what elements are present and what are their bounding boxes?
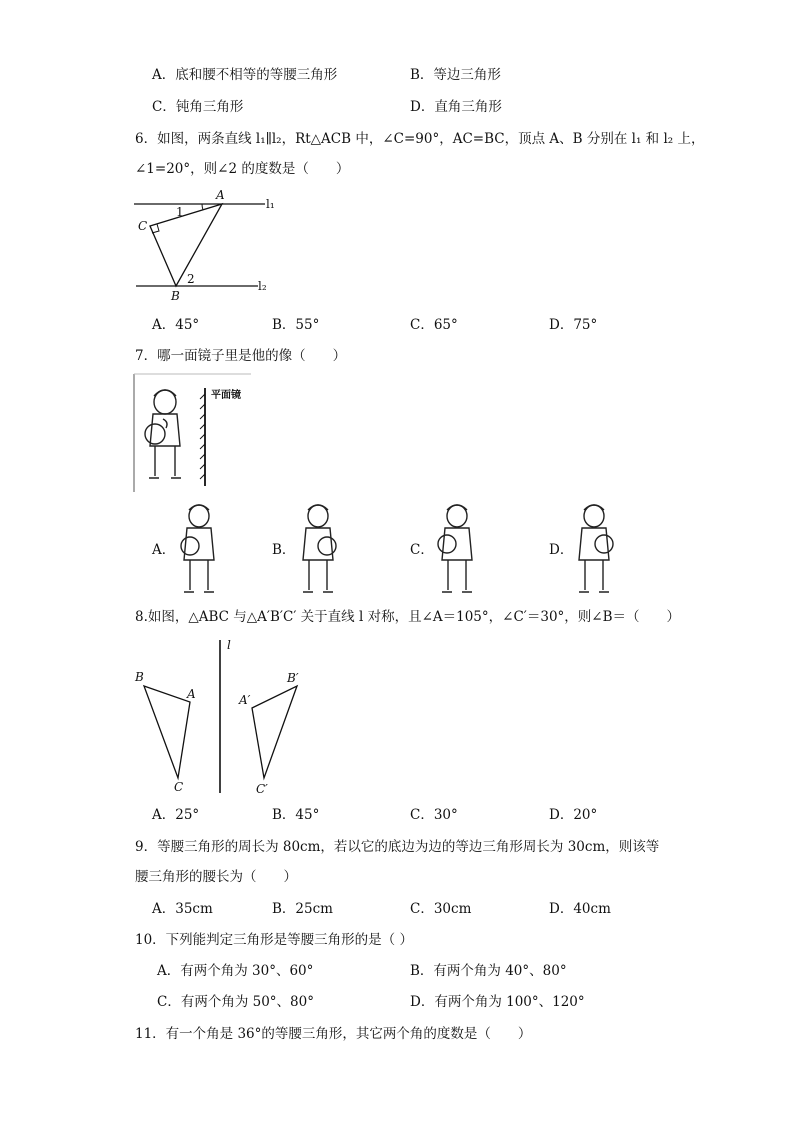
q6-stem-line1: 6．如图，两条直线 l₁∥l₂，Rt△ACB 中，∠C=90°，AC=BC，顶点 A、B 分别在 l₁ 和 l₂ 上， (135, 131, 705, 147)
q10-stem: 10．下列能判定三角形是等腰三角形的是（ ） (135, 932, 413, 948)
q7-option-c-figure (433, 498, 481, 598)
q8-stem: 8.如图，△ABC 与△A′B′C′ 关于直线 l 对称，且∠A＝105°，∠C′＝30°，则∠B＝（ ） (135, 609, 681, 625)
q10-option-b: B．有两个角为 40°、80° (410, 963, 567, 979)
q6-stem-line2: ∠1=20°，则∠2 的度数是（ ） (135, 161, 350, 177)
q10-option-c: C．有两个角为 50°、80° (157, 994, 314, 1010)
q9-stem-line2: 腰三角形的腰长为（ ） (135, 869, 297, 885)
q6-label-A: A (216, 188, 225, 202)
q7-option-d: D． (549, 542, 574, 558)
q6-label-angle1: 1 (176, 205, 184, 219)
q5-option-d: D．直角三角形 (410, 99, 502, 115)
q8-option-d: D．20° (549, 807, 598, 823)
q6-option-a: A．45° (152, 317, 200, 333)
q6-option-d: D．75° (549, 317, 598, 333)
q6-label-C: C (138, 219, 148, 233)
q7-option-b: B． (272, 542, 296, 558)
q6-label-B: B (171, 289, 180, 303)
q8-label-C-prime: C′ (256, 782, 268, 796)
q8-figure (130, 638, 310, 798)
q8-option-a: A．25° (152, 807, 200, 823)
q7-stem: 7．哪一面镜子里是他的像（ ） (135, 348, 347, 364)
q6-option-b: B．55° (272, 317, 320, 333)
q7-option-c: C． (410, 542, 434, 558)
q5-option-c: C．钝角三角形 (152, 99, 244, 115)
q11-stem: 11．有一个角是 36°的等腰三角形，其它两个角的度数是（ ） (135, 1026, 532, 1042)
q6-label-l1: l₁ (266, 197, 275, 211)
q7-option-a-figure (175, 498, 223, 598)
q8-option-b: B．45° (272, 807, 320, 823)
q6-figure (130, 190, 280, 305)
q10-option-a: A．有两个角为 30°、60° (157, 963, 314, 979)
q7-main-figure (133, 374, 253, 492)
q8-option-c: C．30° (410, 807, 458, 823)
q8-label-A: A (187, 687, 196, 701)
q9-stem-line1: 9．等腰三角形的周长为 80cm，若以它的底边为边的等边三角形周长为 30cm，则该等 (135, 839, 660, 855)
q8-label-A-prime: A′ (239, 693, 251, 707)
q5-option-b: B．等边三角形 (410, 67, 501, 83)
q9-option-a: A．35cm (152, 901, 213, 917)
q6-label-l2: l₂ (258, 279, 267, 293)
q6-option-c: C．65° (410, 317, 458, 333)
q7-option-b-figure (294, 498, 342, 598)
q8-label-C: C (174, 780, 184, 794)
q9-option-b: B．25cm (272, 901, 333, 917)
q5-option-a: A．底和腰不相等的等腰三角形 (152, 67, 338, 83)
q10-option-d: D．有两个角为 100°、120° (410, 994, 585, 1010)
q6-label-angle2: 2 (187, 272, 195, 286)
mirror-label: 平面镜 (211, 390, 241, 401)
boy-drawing (145, 390, 181, 478)
q7-option-d-figure (570, 498, 618, 598)
q8-label-B-prime: B′ (287, 671, 299, 685)
q7-option-a: A． (152, 542, 176, 558)
q9-option-c: C．30cm (410, 901, 472, 917)
q9-option-d: D．40cm (549, 901, 611, 917)
q8-label-B: B (135, 670, 144, 684)
q8-label-l: l (227, 638, 231, 652)
